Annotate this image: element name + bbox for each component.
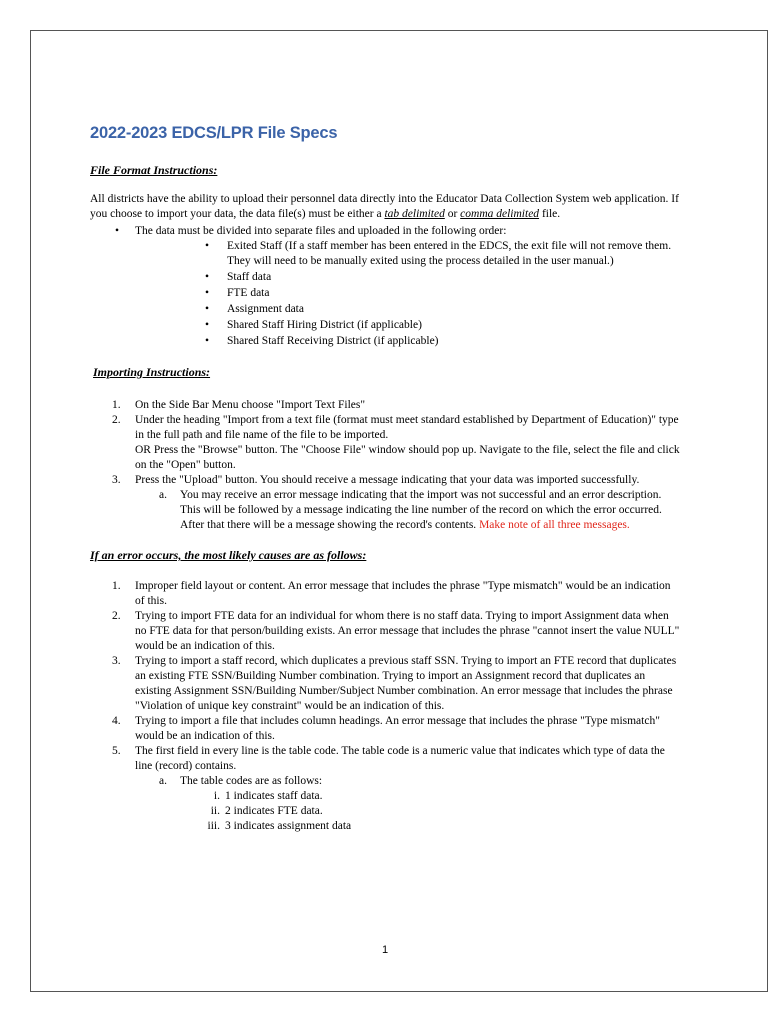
step-number: 3.	[112, 474, 121, 486]
list-item: 5. The first field in every line is the table code. The table code is a numeric value that indicates which type of data the line (record) contains. a. The table codes are as follows: i. 1 indicates staff data. ii. 2 indicates FTE data. iii. 3 indicates assignment data	[90, 744, 680, 834]
list-item: 3. Press the "Upload" button. You should receive a message indicating that your data was imported successfully. a. You may receive an error message indicating that the import was not successful and an error description. This will be followed by a message indicating the line number of the record on which the error occurred. After that there will be a message showing the record's contents. Make note of all three messages.	[90, 473, 680, 533]
bullet-marker: •	[205, 319, 210, 331]
item-number: 5.	[112, 745, 121, 757]
list-item: • Shared Staff Hiring District (if applicable)	[205, 319, 422, 331]
item-number: 1.	[112, 580, 121, 592]
list-item: • Exited Staff (If a staff member has been entered in the EDCS, the exit file will not remove them. They will need to be manually exited using the process detailed in the user manual.)	[205, 240, 672, 267]
file-format-list	[90, 224, 680, 239]
item-number: 3.	[112, 655, 121, 667]
step-number: 2.	[112, 414, 121, 426]
importing-steps	[90, 398, 680, 533]
list-item: 1. On the Side Bar Menu choose "Import Text Files"	[112, 399, 366, 411]
list-item: • Shared Staff Receiving District (if applicable)	[205, 335, 439, 347]
upload-order-list	[45, 239, 680, 349]
list-item: iii. 3 indicates assignment data	[180, 819, 680, 834]
bullet-marker: •	[205, 335, 210, 347]
list-item: • Assignment data	[205, 303, 304, 315]
step-number: 1.	[112, 399, 121, 411]
list-item: 4. Trying to import a file that includes column headings. An error message that includes the phrase "Type mismatch" would be an indication of this.	[112, 715, 660, 742]
note-text: Make note of all three messages.	[479, 519, 630, 531]
list-marker: i.	[213, 790, 220, 802]
comma-delimited-text: comma delimited	[460, 208, 540, 220]
list-item: ii. 2 indicates FTE data.	[180, 804, 680, 819]
importing-heading: Importing Instructions:	[93, 365, 211, 379]
table-codes-sublist	[135, 774, 680, 834]
bullet-marker: •	[205, 240, 210, 252]
list-item: a. You may receive an error message indicating that the import was not successful and an error description. This will be followed by a message indicating the line number of the record on which the error occurred. After that there will be a message showing the record's contents. Make note of all three messages.	[159, 489, 662, 531]
tab-delimited-text: tab delimited	[384, 208, 445, 220]
list-item: i. 1 indicates staff data.	[180, 789, 680, 804]
page-number: 1	[381, 944, 389, 956]
item-number: 2.	[112, 610, 121, 622]
list-marker: a.	[159, 775, 167, 787]
bullet-marker: •	[205, 303, 210, 315]
list-item: • FTE data	[205, 287, 270, 299]
file-format-heading: File Format Instructions:	[90, 163, 218, 177]
document-body	[90, 124, 680, 834]
list-item: 2. Under the heading "Import from a text file (format must meet standard established by Department of Education)" type in the full path and file name of the file to be imported. OR Press the "Browse" button. The "Choose File" window should pop up. Navigate to the file, select the file and click on the "Open" button.	[112, 414, 680, 471]
document-title: 2022-2023 EDCS/LPR File Specs	[90, 124, 338, 142]
list-item: 1. Improper field layout or content. An error message that includes the phrase "Type mismatch" would be an indication of this.	[112, 580, 671, 607]
list-item: • The data must be divided into separate files and uploaded in the following order:	[115, 225, 507, 237]
list-item: 2. Trying to import FTE data for an individual for whom there is no staff data. Trying to import Assignment data when no FTE data for that person/building exists. An error message that includes the phrase "cannot insert the value NULL" would be an indication of this.	[112, 610, 680, 652]
step3-sublist	[135, 488, 680, 533]
list-marker: ii.	[210, 805, 220, 817]
codes-list	[180, 789, 680, 834]
bullet-marker: •	[205, 271, 210, 283]
list-item: • Staff data	[205, 271, 272, 283]
list-item: a. The table codes are as follows: i. 1 indicates staff data. ii. 2 indicates FTE data. iii. 3 indicates assignment data	[135, 774, 680, 834]
list-marker: a.	[159, 489, 167, 501]
error-causes-list	[90, 579, 680, 834]
item-number: 4.	[112, 715, 121, 727]
bullet-marker: •	[205, 287, 210, 299]
file-format-intro: All districts have the ability to upload their personnel data directly into the Educator Data Collection System web application. If you choose to import your data, the data file(s) must be either a tab delimited or comma delimited file.	[90, 193, 679, 220]
errors-heading: If an error occurs, the most likely causes are as follows:	[90, 548, 367, 562]
list-marker: iii.	[207, 820, 220, 832]
list-item: 3. Trying to import a staff record, which duplicates a previous staff SSN. Trying to import an FTE record that duplicates an existing FTE SSN/Building Number combination. Trying to import an Assignment record that duplicates an existing Assignment SSN/Building Number/Subject Number combination. An error message that includes the phrase "Violation of unique key constraint" would be an indication of this.	[112, 655, 677, 712]
bullet-marker: •	[115, 225, 120, 237]
